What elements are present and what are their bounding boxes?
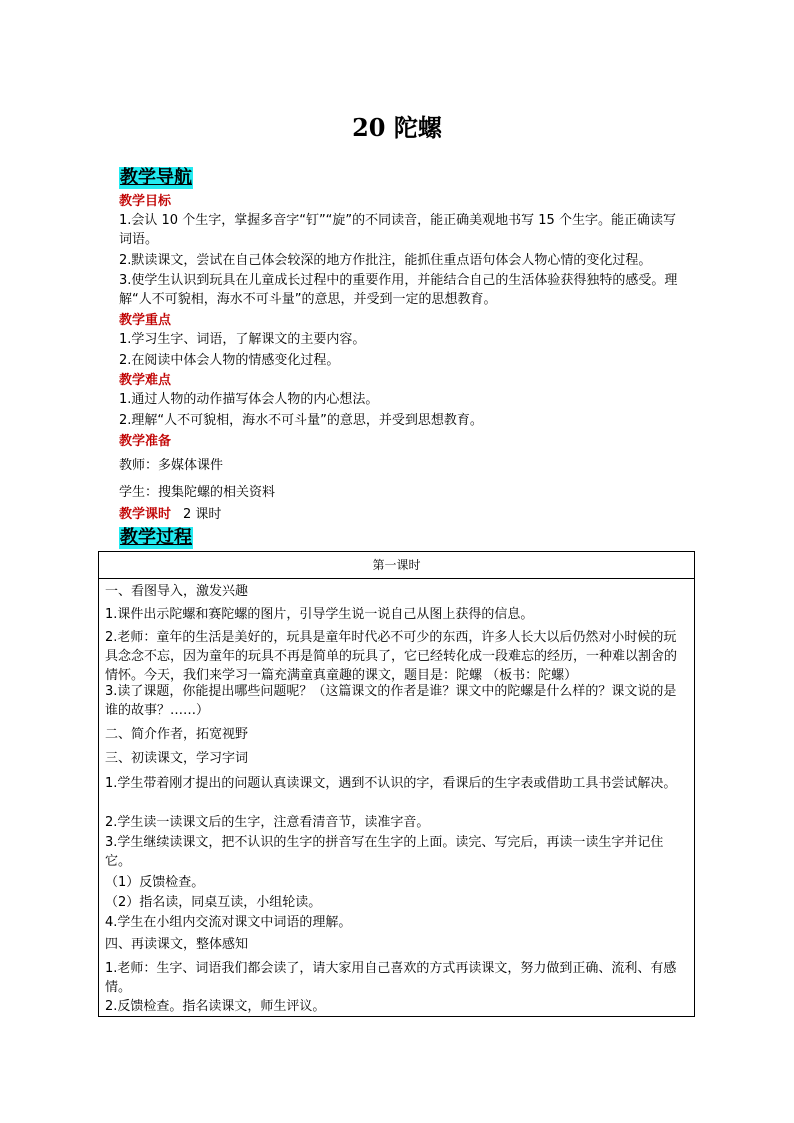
lesson-line: 2.反馈检查。指名读课文，师生评议。 xyxy=(105,999,326,1014)
difficulty-item: 2.理解“人不可貌相，海水不可斗量”的意思，并受到思想教育。 xyxy=(119,413,483,428)
process-heading: 教学过程 xyxy=(120,527,192,548)
goal-item: 2.默读课文，尝试在自己体会较深的地方作批注，能抓住重点语句体会人物心情的变化过程。 xyxy=(119,253,652,268)
lesson-line: 1.课件出示陀螺和赛陀螺的图片，引导学生说一说自己从图上获得的信息。 xyxy=(105,607,534,622)
lesson-line: 二、简介作者，拓宽视野 xyxy=(105,727,249,742)
lesson-line: （2）指名读，同桌互读，小组轮读。 xyxy=(105,895,322,910)
lesson-line: 3.读了课题，你能提出哪些问题呢？（这篇课文的作者是谁？课文中的陀螺是什么样的？课文说的是谁的故事？……） xyxy=(105,684,677,718)
lesson-line: 3.学生继续读课文，把不认识的生字的拼音写在生字的上面。读完、写完后，再读一读生字并记住它。 xyxy=(105,835,664,869)
goal-item: 1.会认 10 个生字，掌握多音字“钉”“旋”的不同读音，能正确美观地书写 15 个生字。能正确读写词语。 xyxy=(119,213,676,247)
page-title: 20 陀螺 xyxy=(352,113,442,142)
key-point-item: 1.学习生字、词语，了解课文的主要内容。 xyxy=(119,332,366,347)
lesson-line: （1）反馈检查。 xyxy=(105,875,205,890)
student-preparation: 学生：搜集陀螺的相关资料 xyxy=(119,485,276,500)
lesson-header: 第一课时 xyxy=(99,552,694,579)
class-hours-value: 2 课时 xyxy=(183,507,222,522)
key-point-item: 2.在阅读中体会人物的情感变化过程。 xyxy=(119,353,340,368)
preparation-heading: 教学准备 xyxy=(119,434,172,449)
lesson-line: 一、看图导入，激发兴趣 xyxy=(105,584,249,599)
difficulties-heading: 教学难点 xyxy=(119,373,172,388)
guide-heading: 教学导航 xyxy=(120,167,192,188)
lesson-table xyxy=(98,551,695,1017)
goals-heading: 教学目标 xyxy=(119,194,172,209)
class-hours-label: 教学课时 xyxy=(119,507,172,522)
lesson-line: 四、再读课文，整体感知 xyxy=(105,937,249,952)
lesson-line: 4.学生在小组内交流对课文中词语的理解。 xyxy=(105,915,352,930)
lesson-line: 三、初读课文，学习字词 xyxy=(105,751,249,766)
difficulty-item: 1.通过人物的动作描写体会人物的内心想法。 xyxy=(119,392,379,407)
goal-item: 3.使学生认识到玩具在儿童成长过程中的重要作用，并能结合自己的生活体验获得独特的感受。理解“人不可貌相，海水不可斗量”的意思，并受到一定的思想教育。 xyxy=(119,273,678,307)
lesson-line: 2.老师：童年的生活是美好的，玩具是童年时代必不可少的东西，许多人长大以后仍然对小时候的玩具念念不忘，因为童年的玩具不再是简单的玩具了，它已经转化成一段难忘的经历，一种难以割舍的情怀。今天，我们来学习一篇充满童真童趣的课文，题目是：陀螺 （板书：陀螺） xyxy=(105,630,678,683)
lesson-line: 1.学生带着刚才提出的问题认真读课文，遇到不认识的字，看课后的生字表或借助工具书尝试解决。 xyxy=(105,776,677,791)
teacher-preparation: 教师：多媒体课件 xyxy=(119,458,224,473)
key-points-heading: 教学重点 xyxy=(119,313,172,328)
class-hours xyxy=(119,507,221,523)
lesson-line: 2.学生读一读课文后的生字，注意看清音节，读准字音。 xyxy=(105,815,430,830)
lesson-line: 1.老师：生字、词语我们都会读了，请大家用自己喜欢的方式再读课文，努力做到正确、流利、有感情。 xyxy=(105,961,677,995)
